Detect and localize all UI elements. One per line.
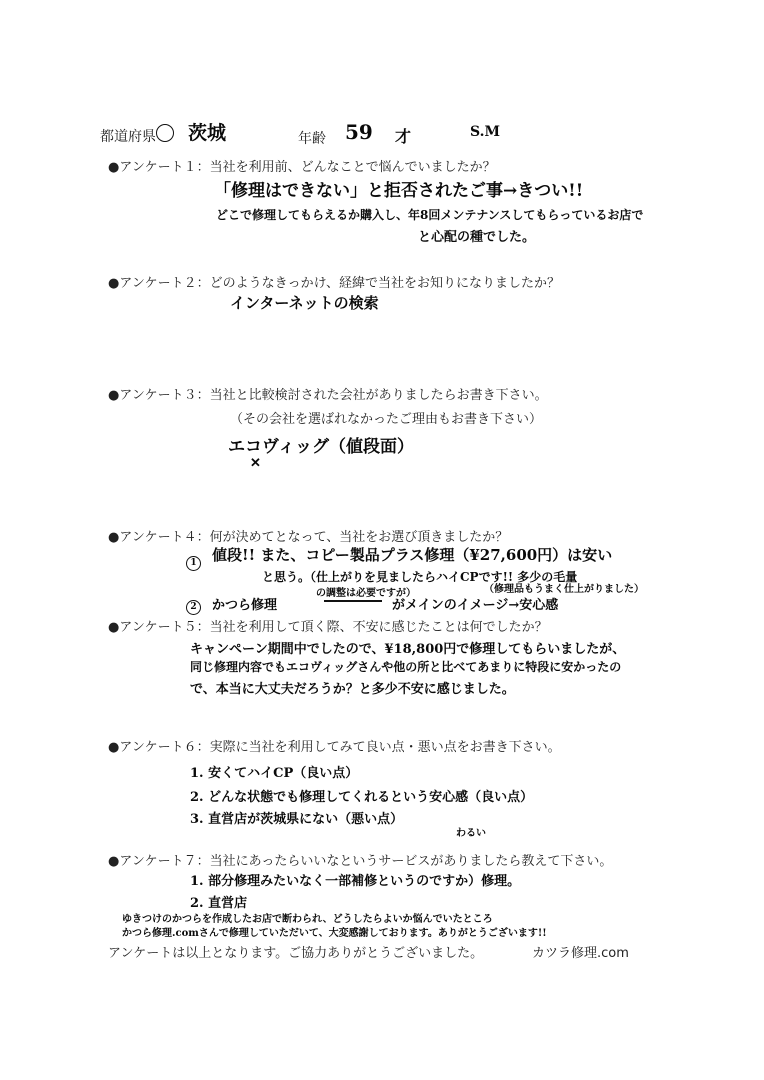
prefecture-circle-mark <box>156 124 174 142</box>
initials: S.M <box>470 124 500 140</box>
q6-item3: 3. 直営店が茨城県にない（悪い点） <box>190 812 404 827</box>
q7-note-line2: かつら修理.comさんで修理していただいて、大変感謝しております。ありがとうございます!! <box>122 928 547 939</box>
q4-item2-main2: がメインのイメージ→安心感 <box>392 598 559 613</box>
age-unit: 才 <box>395 127 412 146</box>
q4-item1-mark: 1 <box>186 550 201 571</box>
q7-item2: 2. 直営店 <box>190 896 248 911</box>
q5-answer-line3: で、本当に大丈夫だろうか？と多少不安に感じました。 <box>190 682 515 697</box>
q3-answer: エコヴィッグ（値段面） <box>228 437 414 457</box>
q6-item1: 1. 安くてハイCP（良い点） <box>190 766 359 781</box>
q3-label: ●アンケート３：当社と比較検討された会社がありましたらお書き下さい。 <box>108 388 548 403</box>
closing-text: アンケートは以上となります。ご協力ありがとうございました。 <box>108 946 484 961</box>
q4-item1-main: 値段!! また、コピー製品プラス修理（¥27,600円）は安い <box>212 546 613 564</box>
q5-answer-line2: 同じ修理内容でもエコヴィッグさんや他の所と比べてあまりに特段に安かったの <box>190 660 622 674</box>
q6-label: ●アンケート６：実際に当社を利用してみて良い点・悪い点をお書き下さい。 <box>108 740 561 755</box>
q7-item1: 1. 部分修理みたいなく一部補修というのですか）修理。 <box>190 874 521 889</box>
q7-label: ●アンケート７：当社にあったらいいなというサービスがありましたら教えて下さい。 <box>108 854 613 869</box>
q1-answer-line3: と心配の種でした。 <box>418 230 536 245</box>
q3-scribble-mark: ✕ <box>250 456 261 471</box>
age-label: 年齢 <box>298 131 326 147</box>
q7-note-line1: ゆきつけのかつらを作成したお店で断わられ、どうしたらよいか悩んでいたところ <box>122 914 493 925</box>
q5-answer-line1: キャンペーン期間中でしたので、¥18,800円で修理してもらいましたが、 <box>190 642 626 657</box>
q4-item1-note: と思う。（仕上がりを見ましたらハイCPです!! 多少の毛量 <box>262 570 578 584</box>
q5-label: ●アンケート５：当社を利用して頂く際、不安に感じたことは何でしたか？ <box>108 620 548 635</box>
q4-label: ●アンケート４：何が決めてとなって、当社をお選び頂きましたか？ <box>108 530 509 545</box>
q4-item1-note2: の調整は必要ですが） <box>316 588 416 599</box>
prefecture-label: 都道府県 <box>100 129 156 145</box>
q1-answer-line2: どこで修理してもらえるか購入し、年8回メンテナンスしてもらっているお店で <box>216 208 644 222</box>
q4-item1-note3: （修理品もうまく仕上がりました） <box>484 584 644 595</box>
brand-name: カツラ修理.com <box>532 946 629 961</box>
q1-answer-line1: 「修理はできない」と拒否されたご事→きつい!! <box>214 181 584 201</box>
q4-item2-main: かつら修理 <box>212 598 278 613</box>
age-value: 59 <box>345 120 373 144</box>
q4-strikeout <box>324 600 382 602</box>
q4-item2-mark: 2 <box>186 594 201 615</box>
q2-label: ●アンケート２：どのようなきっかけ、経緯で当社をお知りになりましたか？ <box>108 276 561 291</box>
prefecture-value: 茨城 <box>188 122 227 144</box>
q1-label: ●アンケート１：当社を利用前、どんなことで悩んでいましたか？ <box>108 160 496 175</box>
q3-sub-label: （その会社を選ばれなかったご理由もお書き下さい） <box>230 412 543 427</box>
q6-item3-note: わるい <box>456 828 486 839</box>
q6-item2: 2. どんな状態でも修理してくれるという安心感（良い点） <box>190 790 534 805</box>
q2-answer: インターネットの検索 <box>230 294 379 312</box>
